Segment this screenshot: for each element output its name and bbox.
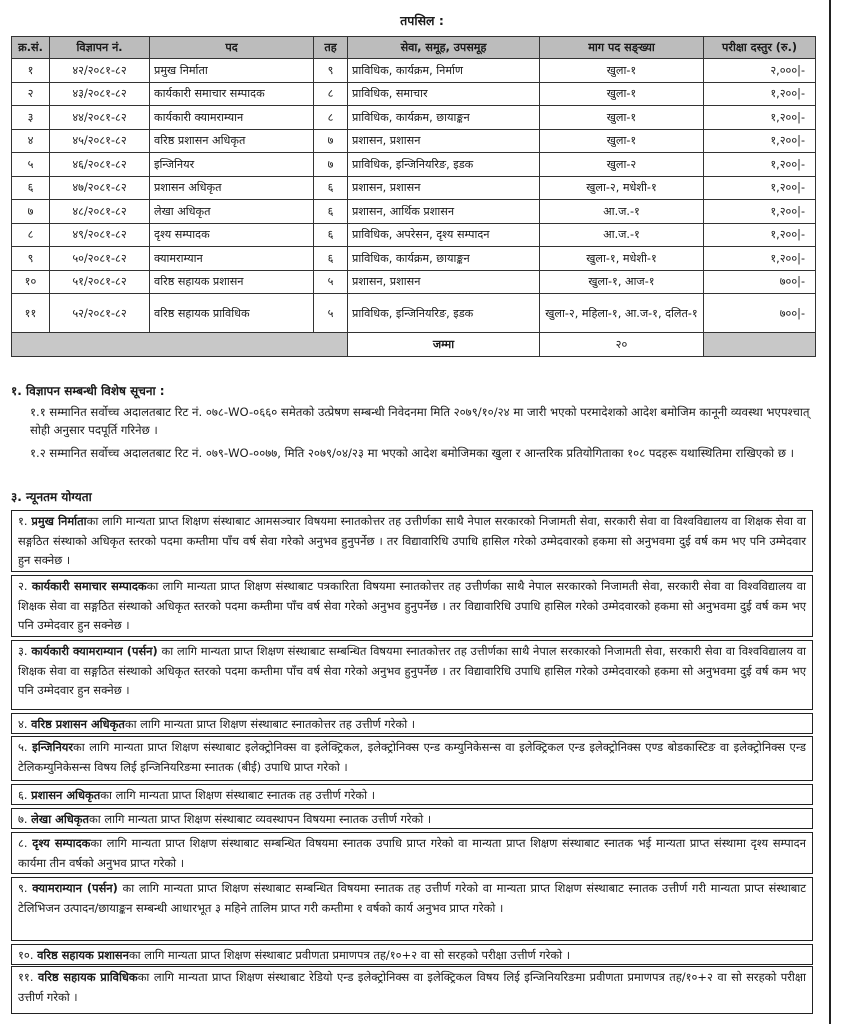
cell-service: प्राविधिक, अपरेसन, दृश्य सम्पादन (348, 223, 540, 247)
qualification-item (11, 877, 813, 941)
cell-post: प्रमुख निर्माता (150, 59, 314, 83)
cell-fee: ७००|- (704, 294, 816, 333)
header-sn: क्र.सं. (12, 37, 50, 59)
qualification-text: का लागि मान्यता प्राप्त शिक्षण संस्थाबाट सम्बन्धित विषयमा स्नातकोत्तर तह उत्तीर्णका साथै नेपाल सरकारको निजामती सेवा, सरकारी सेवा वा विश्वविद्यालय वा शिक्षक सेवा वा सङ्गठित संस्थाको अधिकृत स्तरको पदमा कम्तीमा पाँच वर्ष सेवा गरेको अनुभव हुनुपर्नेछ । तर विद्यावारिधि उपाधि हासिल गरेको उम्मेदवारको हकमा सो अनुभवमा दुई वर्ष कम भए पनि उम्मेदवार हुन सक्नेछ । (18, 644, 806, 697)
notice-paragraph-1: १.१ सम्मानित सर्वोच्च अदालतबाट रिट नं. ०७८-WO-०६६० समेतको उत्प्रेषण सम्बन्धी निवेदनमा मिति २०७९/१०/२४ मा जारी भएको परमादेशको आदेश बमोजिम कानूनी व्यवस्था भएपश्चात् सोही अनुसार पदपूर्ति गरिनेछ । (30, 405, 810, 437)
qualification-item (11, 640, 813, 710)
cell-post: कार्यकारी क्यामराम्यान (150, 106, 314, 130)
total-blank (12, 333, 348, 357)
cell-adv-no: ४७/२०८१-८२ (50, 176, 150, 200)
cell-post: क्यामराम्यान (150, 247, 314, 271)
qualification-text: का लागि मान्यता प्राप्त शिक्षण संस्थाबाट प्रवीणता प्रमाणपत्र तह/१०+२ वा सो सरहको परीक्षा उत्तीर्ण गरेको । (128, 948, 571, 962)
header-level: तह (314, 37, 348, 59)
qualification-post-name: वरिष्ठ सहायक प्रशासन (37, 948, 129, 962)
qualification-number: ६. (18, 788, 32, 802)
cell-adv-no: ४९/२०८१-८२ (50, 223, 150, 247)
cell-post: वरिष्ठ सहायक प्राविधिक (150, 294, 314, 333)
cell-level: ८ (314, 106, 348, 130)
cell-adv-no: ४२/२०८१-८२ (50, 59, 150, 83)
cell-sn: ७ (12, 200, 50, 224)
header-demand: माग पद सङ्ख्या (540, 37, 704, 59)
table-row (12, 129, 816, 153)
cell-sn: १ (12, 59, 50, 83)
table-row (12, 223, 816, 247)
table-row (12, 294, 816, 333)
total-fee-blank (704, 333, 816, 357)
cell-fee: १,२००|- (704, 106, 816, 130)
cell-demand: खुला-१ (540, 82, 704, 106)
total-label: जम्मा (348, 333, 540, 357)
qualification-post-name: दृश्य सम्पादक (32, 836, 91, 850)
cell-service: प्राविधिक, इन्जिनियरिङ, इडक (348, 294, 540, 333)
cell-sn: ४ (12, 129, 50, 153)
cell-fee: ७००|- (704, 270, 816, 294)
qualification-post-name: लेखा अधिकृत (31, 812, 90, 826)
cell-demand: आ.ज.-१ (540, 223, 704, 247)
cell-demand: खुला-१, मधेशी-१ (540, 247, 704, 271)
qualification-item (11, 808, 813, 829)
qualification-heading: ३. न्यूनतम योग्यता (11, 490, 92, 504)
qualification-text: का लागि मान्यता प्राप्त शिक्षण संस्थाबाट इलेक्ट्रोनिक्स वा इलेक्ट्रिकल, इलेक्ट्रोनिक्स एन्ड कम्युनिकेसन्स वा इलेक्ट्रिकल एन्ड इलेक्ट्रोनिक्स एण्ड बोडकास्टिङ वा इलेक्ट्रोनिक्स एन्ड टेलिकम्युनिकेसन्स विषय लिई इन्जिनियरिङमा स्नातक (बीई) उपाधि प्राप्त गरेको । (18, 740, 806, 774)
cell-post: कार्यकारी समाचार सम्पादक (150, 82, 314, 106)
table-header-row (12, 37, 816, 59)
cell-adv-no: ५२/२०८१-८२ (50, 294, 150, 333)
qualification-text: का लागि मान्यता प्राप्त शिक्षण संस्थाबाट स्नातकोत्तर तह उत्तीर्ण गरेको । (124, 717, 416, 731)
qualification-text: का लागि मान्यता प्राप्त शिक्षण संस्थाबाट आमसञ्चार विषयमा स्नातकोत्तर तह उत्तीर्णका साथै नेपाल सरकारको निजामती सेवा, सरकारी सेवा वा विश्वविद्यालय वा शिक्षक सेवा वा सङ्गठित संस्थाको अधिकृत स्तरको पदमा कम्तीमा पाँच वर्ष सेवा गरेको अनुभव हुनुपर्नेछ । तर विद्यावारिधि उपाधि हासिल गरेको उम्मेदवारको हकमा सो अनुभवमा दुई वर्ष कम भए पनि उम्मेदवार हुन सक्नेछ । (18, 514, 806, 567)
cut-off-text (11, 1016, 311, 1024)
cell-sn: १० (12, 270, 50, 294)
table-row (12, 106, 816, 130)
cell-level: ९ (314, 59, 348, 83)
cell-fee: १,२००|- (704, 129, 816, 153)
cell-level: ५ (314, 294, 348, 333)
qualification-number: ९. (18, 881, 33, 895)
qualification-number: ४. (18, 717, 32, 731)
cell-sn: २ (12, 82, 50, 106)
table-row (12, 247, 816, 271)
cell-sn: ६ (12, 176, 50, 200)
cell-demand: खुला-१ (540, 129, 704, 153)
cell-level: ६ (314, 176, 348, 200)
header-post: पद (150, 37, 314, 59)
notice-heading: १. विज्ञापन सम्बन्धी विशेष सूचना : (11, 384, 165, 398)
cell-level: ६ (314, 223, 348, 247)
qualification-item (11, 713, 813, 734)
qualification-text: का लागि मान्यता प्राप्त शिक्षण संस्थाबाट व्यवस्थापन विषयमा स्नातक उत्तीर्ण गरेको । (89, 812, 432, 826)
cell-adv-no: ५०/२०८१-८२ (50, 247, 150, 271)
cell-fee: १,२००|- (704, 247, 816, 271)
cell-fee: १,२००|- (704, 82, 816, 106)
cell-level: ५ (314, 270, 348, 294)
cell-adv-no: ५१/२०८१-८२ (50, 270, 150, 294)
cell-level: ६ (314, 247, 348, 271)
qualification-number: ११. (18, 970, 38, 984)
notice-paragraph-2: १.२ सम्मानित सर्वोच्च अदालतबाट रिट नं. ०७९-WO-००७७, मिति २०७९/०४/२३ मा भएको आदेश बमोजिमका खुला र आन्तरिक प्रतियोगिताका १०८ पदहरू यथास्थितिमा राखिएको छ । (30, 446, 795, 460)
qualification-post-name: कार्यकारी क्यामराम्यान (पर्सन) (31, 644, 158, 658)
qualification-post-name: इन्जिनियर (32, 740, 74, 754)
cell-fee: १,२००|- (704, 153, 816, 177)
cell-demand: खुला-१, आज-१ (540, 270, 704, 294)
qualification-post-name: क्यामराम्यान (पर्सन) (32, 881, 118, 895)
cell-demand: आ.ज.-१ (540, 200, 704, 224)
qualification-number: १०. (18, 948, 38, 962)
qualification-item (11, 575, 813, 637)
qualification-number: ८. (18, 836, 33, 850)
table-row (12, 82, 816, 106)
qualification-number: २. (18, 579, 32, 593)
table-row (12, 59, 816, 83)
qualification-post-name: प्रशासन अधिकृत (31, 788, 101, 802)
page-title: तपसिल : (400, 13, 444, 28)
cell-service: प्रशासन, प्रशासन (348, 129, 540, 153)
qualification-text: का लागि मान्यता प्राप्त शिक्षण संस्थाबाट स्नातक तह उत्तीर्ण गरेको । (100, 788, 376, 802)
cell-post: इन्जिनियर (150, 153, 314, 177)
cell-demand: खुला-१ (540, 59, 704, 83)
qualification-text: का लागि मान्यता प्राप्त शिक्षण संस्थाबाट सम्बन्धित विषयमा स्नातक उपाधि प्राप्त गरेको वा मान्यता प्राप्त शिक्षण संस्थाबाट स्नातक भई मान्यता प्राप्त संस्थामा दृश्य सम्पादन कार्यमा तीन वर्षको अनुभव प्राप्त गरेको । (18, 836, 806, 870)
table-row (12, 200, 816, 224)
cell-adv-no: ४४/२०८१-८२ (50, 106, 150, 130)
qualification-post-name: वरिष्ठ सहायक प्राविधिक (37, 970, 138, 984)
cell-service: प्राविधिक, कार्यक्रम, निर्माण (348, 59, 540, 83)
header-adv-no: विज्ञापन नं. (50, 37, 150, 59)
cell-post: प्रशासन अधिकृत (150, 176, 314, 200)
cell-post: वरिष्ठ प्रशासन अधिकृत (150, 129, 314, 153)
cell-post: दृश्य सम्पादक (150, 223, 314, 247)
header-service: सेवा, समूह, उपसमूह (348, 37, 540, 59)
cell-fee: १,२००|- (704, 200, 816, 224)
qualification-item (11, 832, 813, 874)
total-value: २० (540, 333, 704, 357)
cell-adv-no: ४५/२०८१-८२ (50, 129, 150, 153)
qualification-post-name: वरिष्ठ प्रशासन अधिकृत (31, 717, 125, 731)
cell-level: ८ (314, 82, 348, 106)
qualification-text: का लागि मान्यता प्राप्त शिक्षण संस्थाबाट पत्रकारिता विषयमा स्नातकोत्तर तह उत्तीर्णका साथै नेपाल सरकारको निजामती सेवा, सरकारी सेवा वा विश्वविद्यालय वा शिक्षक सेवा वा सङ्गठित संस्थाको अधिकृत स्तरको पदमा कम्तीमा पाँच वर्ष सेवा गरेको अनुभव हुनुपर्नेछ । तर विद्यावारिधि उपाधि हासिल गरेको उम्मेदवारको हकमा सो अनुभवमा दुई वर्ष कम भए पनि उम्मेदवार हुन सक्नेछ । (18, 579, 806, 632)
cell-level: ६ (314, 200, 348, 224)
qualification-number: ५. (18, 740, 33, 754)
qualification-text: का लागि मान्यता प्राप्त शिक्षण संस्थाबाट सम्बन्धित विषयमा स्नातक तह उत्तीर्ण गरेको वा मान्यता प्राप्त शिक्षण संस्थाबाट स्नातक उत्तीर्ण गरी मान्यता प्राप्त संस्थाबाट टेलिभिजन उत्पादन/छायाङ्कन सम्बन्धी आधारभूत ३ महिने तालिम प्राप्त गरी कम्तीमा १ वर्षको कार्य अनुभव प्राप्त गरेको । (18, 881, 806, 915)
qualification-item (11, 944, 813, 965)
cell-demand: खुला-१ (540, 106, 704, 130)
cell-service: प्राविधिक, कार्यक्रम, छायाङ्कन (348, 106, 540, 130)
table-total-row (12, 333, 816, 357)
cell-post: लेखा अधिकृत (150, 200, 314, 224)
cell-sn: ८ (12, 223, 50, 247)
cell-fee: १,२००|- (704, 176, 816, 200)
qualification-item (11, 736, 813, 781)
cell-demand: खुला-२, मधेशी-१ (540, 176, 704, 200)
cell-service: प्रशासन, प्रशासन (348, 176, 540, 200)
cell-service: प्रशासन, आर्थिक प्रशासन (348, 200, 540, 224)
table-row (12, 270, 816, 294)
qualification-item (11, 784, 813, 805)
cell-post: वरिष्ठ सहायक प्रशासन (150, 270, 314, 294)
qualification-number: ३. (18, 644, 32, 658)
qualification-post-name: कार्यकारी समाचार सम्पादक (31, 579, 147, 593)
cell-demand: खुला-२, महिला-१, आ.ज-१, दलित-१ (540, 294, 704, 333)
cell-sn: ११ (12, 294, 50, 333)
cell-service: प्राविधिक, इन्जिनियरिङ, इडक (348, 153, 540, 177)
qualification-number: ७. (18, 812, 32, 826)
cell-adv-no: ४६/२०८१-८२ (50, 153, 150, 177)
cell-fee: २,०००|- (704, 59, 816, 83)
qualification-item (11, 510, 813, 572)
cell-adv-no: ४८/२०८१-८२ (50, 200, 150, 224)
cell-sn: ३ (12, 106, 50, 130)
cell-service: प्राविधिक, कार्यक्रम, छायाङ्कन (348, 247, 540, 271)
cell-demand: खुला-२ (540, 153, 704, 177)
table-row (12, 176, 816, 200)
table-row (12, 153, 816, 177)
qualification-text: का लागि मान्यता प्राप्त शिक्षण संस्थाबाट रेडियो एन्ड इलेक्ट्रोनिक्स वा इलेक्ट्रिकल विषय लिई इन्जिनियरिङमा प्रवीणता प्रमाणपत्र तह/१०+२ वा सो सरहको परीक्षा उत्तीर्ण गरेको । (18, 970, 806, 1004)
cell-sn: ९ (12, 247, 50, 271)
cell-adv-no: ४३/२०८१-८२ (50, 82, 150, 106)
cell-service: प्राविधिक, समाचार (348, 82, 540, 106)
header-fee: परीक्षा दस्तुर (रु.) (704, 37, 816, 59)
cell-service: प्रशासन, प्रशासन (348, 270, 540, 294)
cell-level: ७ (314, 129, 348, 153)
qualification-number: १. (18, 514, 32, 528)
cell-fee: १,२००|- (704, 223, 816, 247)
vacancy-table (11, 36, 816, 357)
page-border-line (829, 0, 831, 1024)
cell-sn: ५ (12, 153, 50, 177)
qualification-item (11, 966, 813, 1014)
cell-level: ७ (314, 153, 348, 177)
qualification-post-name: प्रमुख निर्माता (31, 514, 87, 528)
